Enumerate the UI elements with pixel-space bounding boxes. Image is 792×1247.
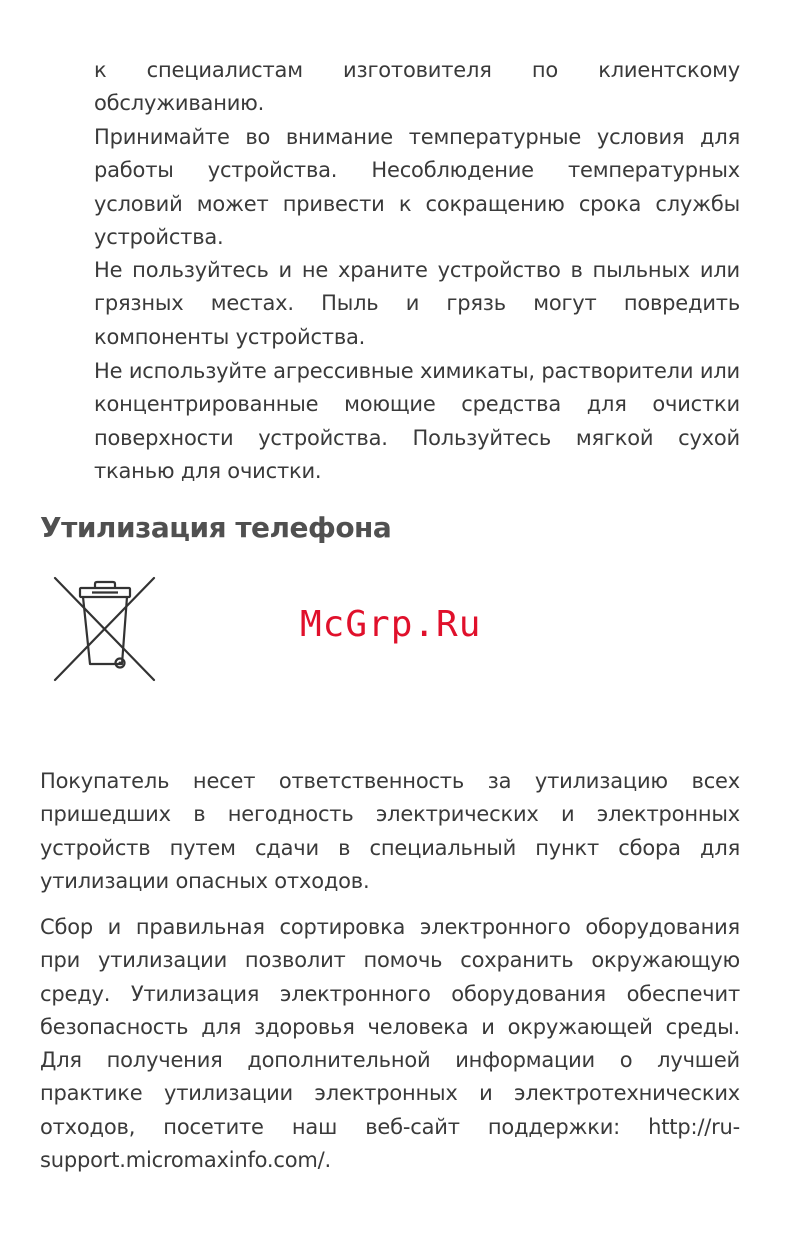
safety-paragraph-2: Принимайте во внимание температурные условия для работы устройства. Несоблюдение температурных условий может привести к сокращению срока службы устройства. [94, 125, 740, 249]
watermark-text: McGrp.Ru [300, 604, 482, 645]
safety-paragraph-4: Не используйте агрессивные химикаты, растворители или концентрированные моющие средства для очистки поверхности устройства. Пользуйтесь мягкой сухой тканью для очистки. [94, 359, 740, 483]
safety-paragraph-1: к специалистам изготовителя по клиентскому обслуживанию. [94, 58, 740, 116]
safety-paragraph-3: Не пользуйтесь и не храните устройство в пыльных или грязных местах. Пыль и грязь могут повредить компоненты устройства. [94, 258, 740, 349]
disposal-paragraph-1: Покупатель несет ответственность за утилизацию всех пришедших в негодность электрических и электронных устройств путем сдачи в специальный пункт сбора для утилизации опасных отходов. [40, 769, 740, 893]
section-title: Утилизация телефона [40, 511, 392, 544]
disposal-paragraph-2: Сбор и правильная сортировка электронного оборудования при утилизации позволит помочь сохранить окружающую среду. Утилизация электронного оборудования обеспечит безопасность для здоровья человека и окружающей среды. Для получения дополнительной информации о лучшей практике утилизации электронных и электротехнических отходов, посетите наш веб-сайт поддержки: http://ru-support.micromaxinfo.com/. [40, 915, 740, 1173]
crossed-out-wheelie-bin-icon [50, 574, 160, 684]
